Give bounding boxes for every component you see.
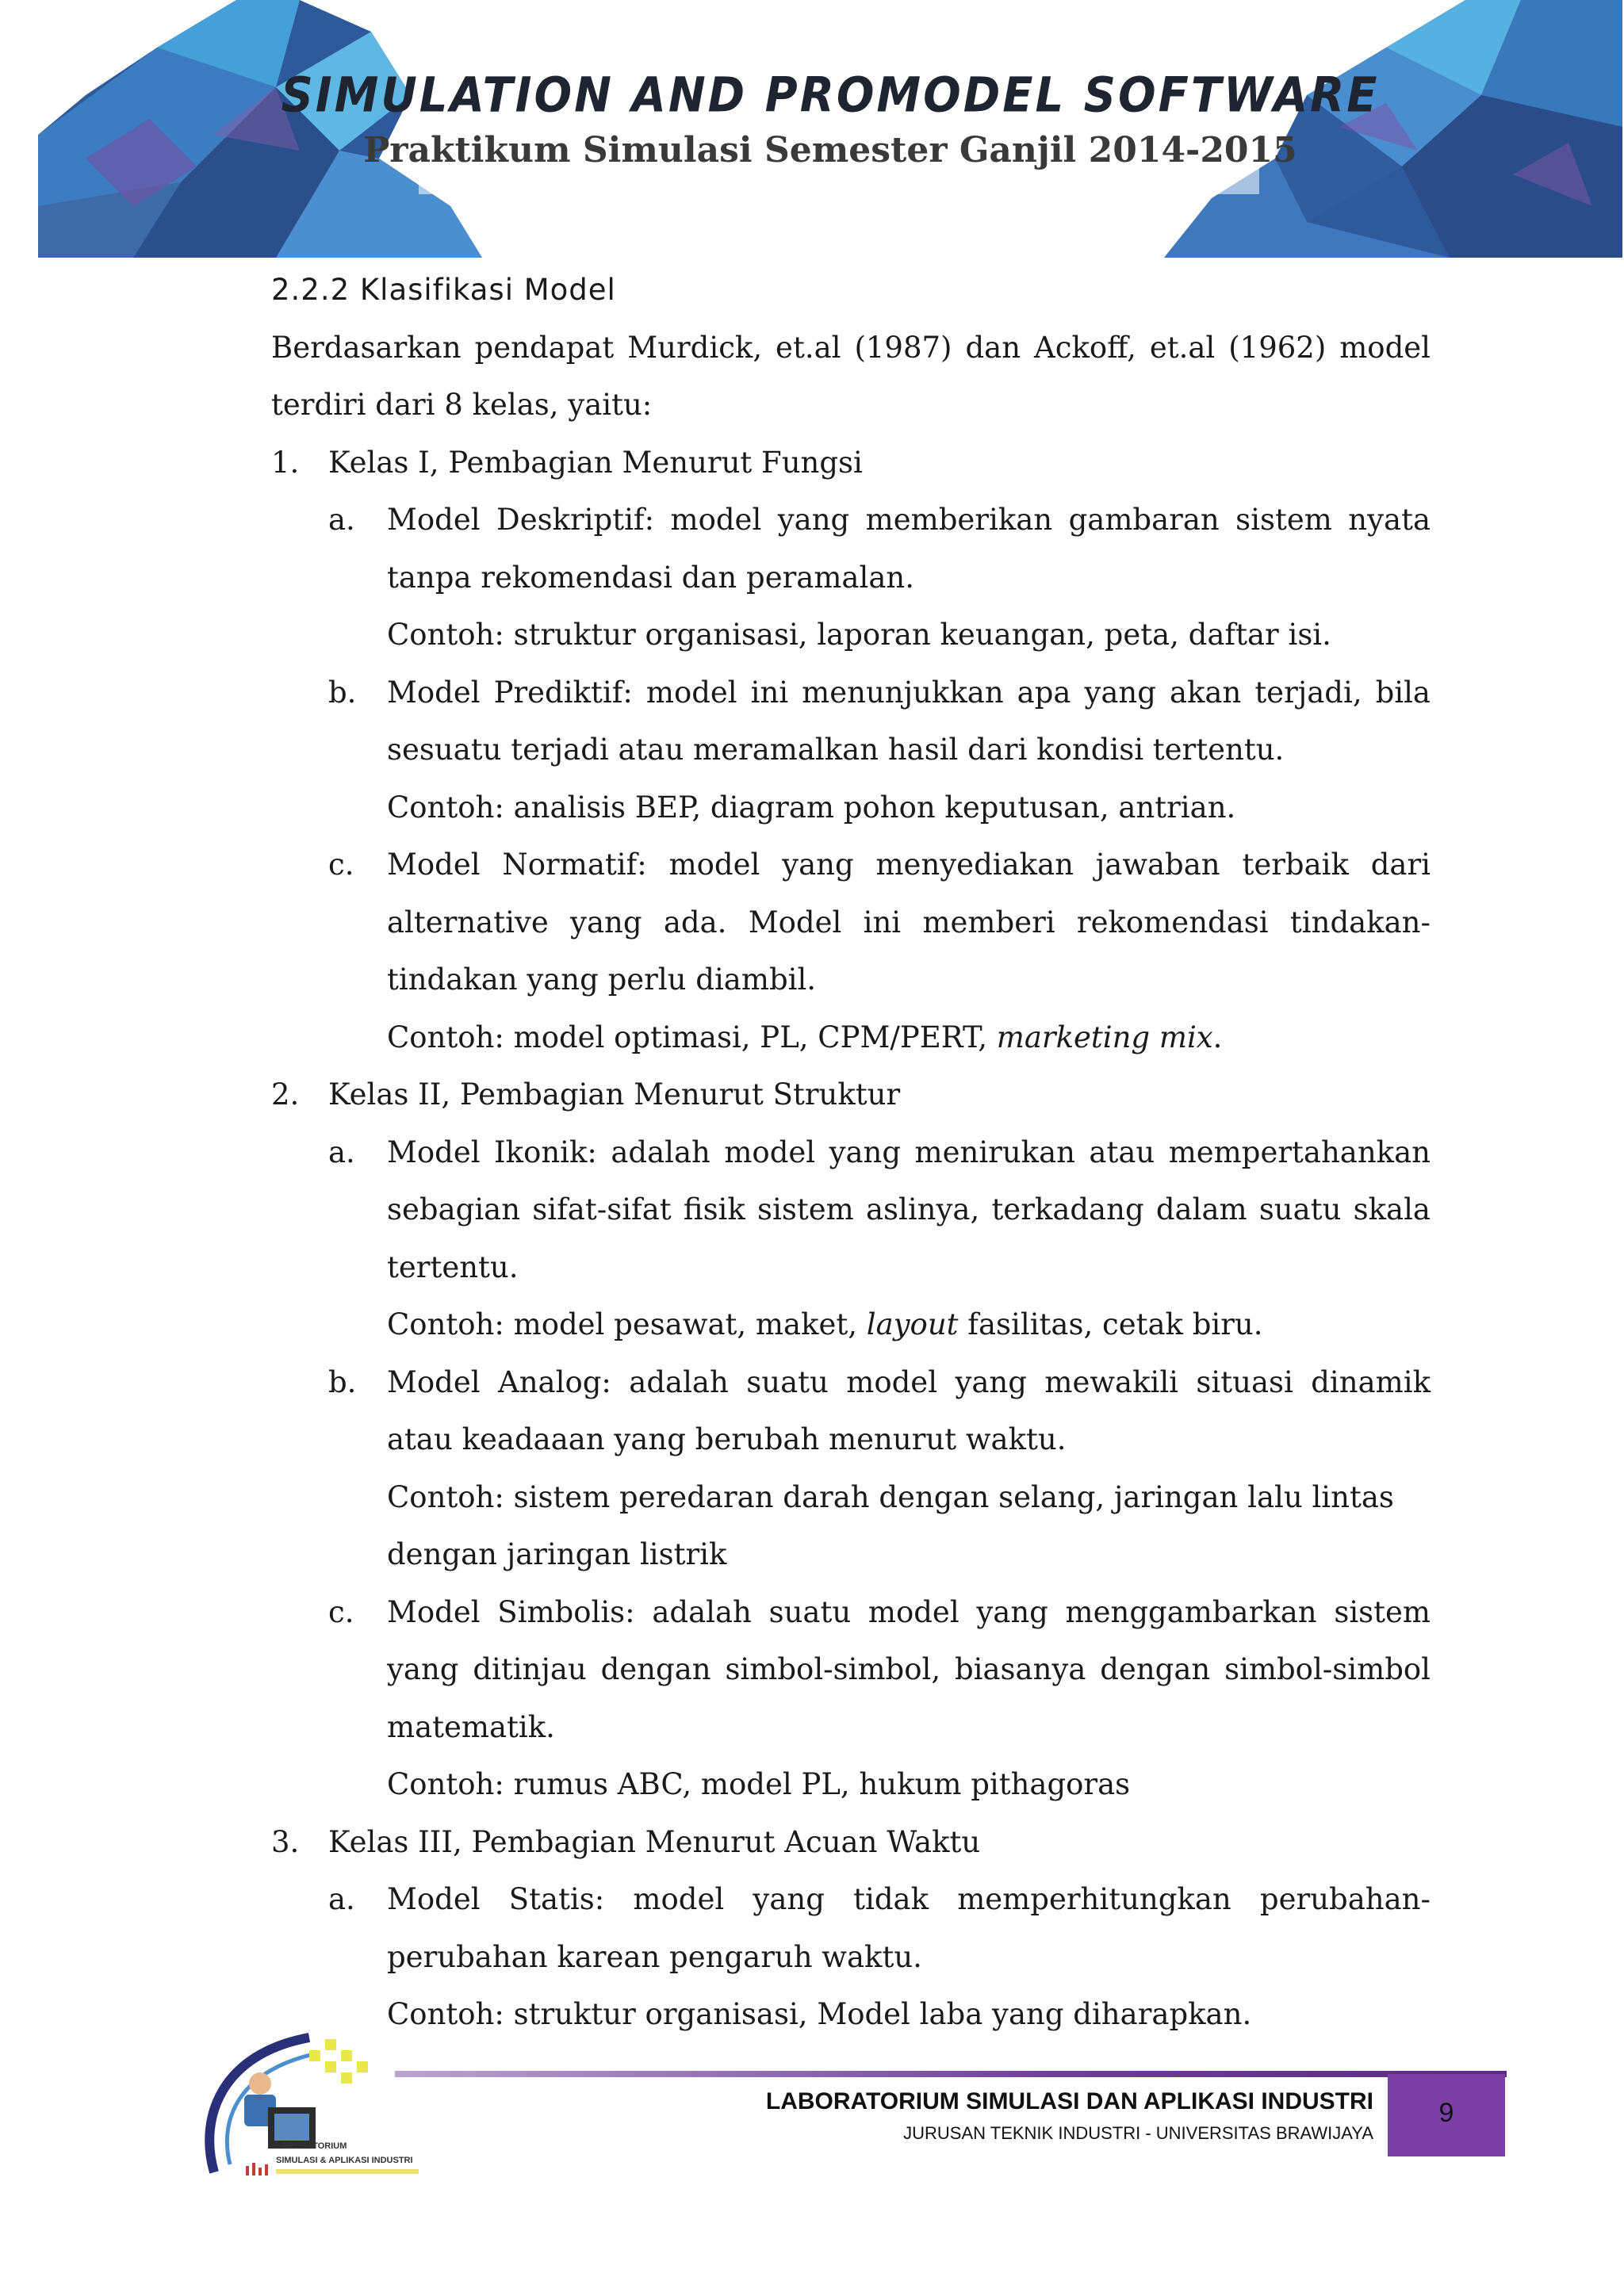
class-title: Kelas II, Pembagian Menurut Struktur [328, 1077, 901, 1112]
model-item [271, 1584, 1431, 1757]
section-heading: 2.2.2 Klasifikasi Model [271, 273, 616, 307]
logo-text-2: SIMULASI & APLIKASI INDUSTRI [276, 2156, 413, 2165]
list-marker: a. [328, 1882, 355, 1916]
example-text: fasilitas, cetak biru. [958, 1307, 1263, 1341]
model-description: Model Ikonik: adalah model yang menirukan atau mempertahankan sebagian sifat-sifat fisik sistem aslinya, terkadang dalam suatu skala tertentu. [387, 1135, 1431, 1284]
model-example [271, 1296, 1431, 1354]
model-item [271, 1354, 1431, 1469]
intro-paragraph: Berdasarkan pendapat Murdick, et.al (1987) dan Ackoff, et.al (1962) model terdiri dari 8 kelas, yaitu: [271, 330, 1431, 422]
list-marker: c. [328, 1594, 354, 1629]
model-description: Model Normatif: model yang menyediakan jawaban terbaik dari alternative yang ada. Model ini memberi rekomendasi tindakan-tindakan yang perlu diambil. [387, 848, 1431, 997]
list-marker: b. [328, 675, 357, 710]
banner-title: SIMULATION AND PROMODEL SOFTWARE [281, 67, 1380, 124]
example-italic-text: layout [866, 1307, 959, 1341]
list-marker: a. [328, 1135, 355, 1169]
footer-divider [395, 2071, 1507, 2077]
list-marker: a. [328, 503, 355, 537]
example-text: . [1212, 1020, 1223, 1054]
model-example [271, 1009, 1431, 1067]
example-text: Contoh: model pesawat, maket, [387, 1307, 867, 1341]
model-description: Model Analog: adalah suatu model yang mewakili situasi dinamik atau keadaaan yang berubah menurut waktu. [387, 1364, 1431, 1456]
class-title: Kelas III, Pembagian Menurut Acuan Waktu [328, 1824, 981, 1859]
page-number: 9 [1438, 2098, 1454, 2128]
lab-logo [198, 2022, 460, 2188]
model-item [271, 836, 1431, 1009]
model-example: Contoh: rumus ABC, model PL, hukum pithagoras [387, 1767, 1131, 1801]
list-marker: c. [328, 848, 354, 882]
example-italic-text: marketing mix [996, 1020, 1213, 1054]
list-marker: b. [328, 1364, 357, 1399]
class-title: Kelas I, Pembagian Menurut Fungsi [328, 445, 863, 480]
model-example: Contoh: struktur organisasi, Model laba yang diharapkan. [387, 1997, 1252, 2031]
model-example: Contoh: sistem peredaran darah dengan selang, jaringan lalu lintas dengan jaringan listrik [387, 1479, 1394, 1571]
example-text: Contoh: model optimasi, PL, CPM/PERT, [387, 1020, 997, 1054]
list-marker: 1. [271, 445, 300, 480]
model-item [271, 492, 1431, 607]
class-item [271, 1066, 1431, 1124]
model-example: Contoh: analisis BEP, diagram pohon keputusan, antrian. [387, 790, 1236, 825]
model-item [271, 664, 1431, 779]
class-item [271, 1814, 1431, 1872]
list-marker: 3. [271, 1824, 300, 1859]
list-marker: 2. [271, 1077, 300, 1112]
model-item [271, 1871, 1431, 1986]
model-description: Model Prediktif: model ini menunjukkan apa yang akan terjadi, bila sesuatu terjadi atau meramalkan hasil dari kondisi tertentu. [387, 675, 1431, 767]
footer-lab-name: LABORATORIUM SIMULASI DAN APLIKASI INDUSTRI [765, 2088, 1373, 2114]
page-number-box [1388, 2074, 1505, 2156]
model-example: Contoh: struktur organisasi, laporan keuangan, peta, daftar isi. [387, 618, 1331, 652]
model-description: Model Simbolis: adalah suatu model yang menggambarkan sistem yang ditinjau dengan simbol-simbol, biasanya dengan simbol-simbol matematik. [387, 1594, 1431, 1744]
class-item [271, 434, 1431, 492]
header-banner [38, 0, 1622, 258]
logo-text-1: LABORATORIUM [276, 2141, 347, 2151]
model-description: Model Statis: model yang tidak memperhitungkan perubahan-perubahan karean pengaruh waktu. [387, 1882, 1431, 1974]
model-description: Model Deskriptif: model yang memberikan gambaran sistem nyata tanpa rekomendasi dan peramalan. [387, 503, 1431, 595]
document-body [271, 262, 1431, 2044]
model-item [271, 1124, 1431, 1297]
footer-department: JURUSAN TEKNIK INDUSTRI - UNIVERSITAS BRAWIJAYA [903, 2123, 1373, 2143]
lab-logo-graphic [198, 2022, 460, 2188]
banner-subtitle: Praktikum Simulasi Semester Ganjil 2014-2015 [363, 130, 1297, 170]
banner-background [38, 0, 1622, 258]
